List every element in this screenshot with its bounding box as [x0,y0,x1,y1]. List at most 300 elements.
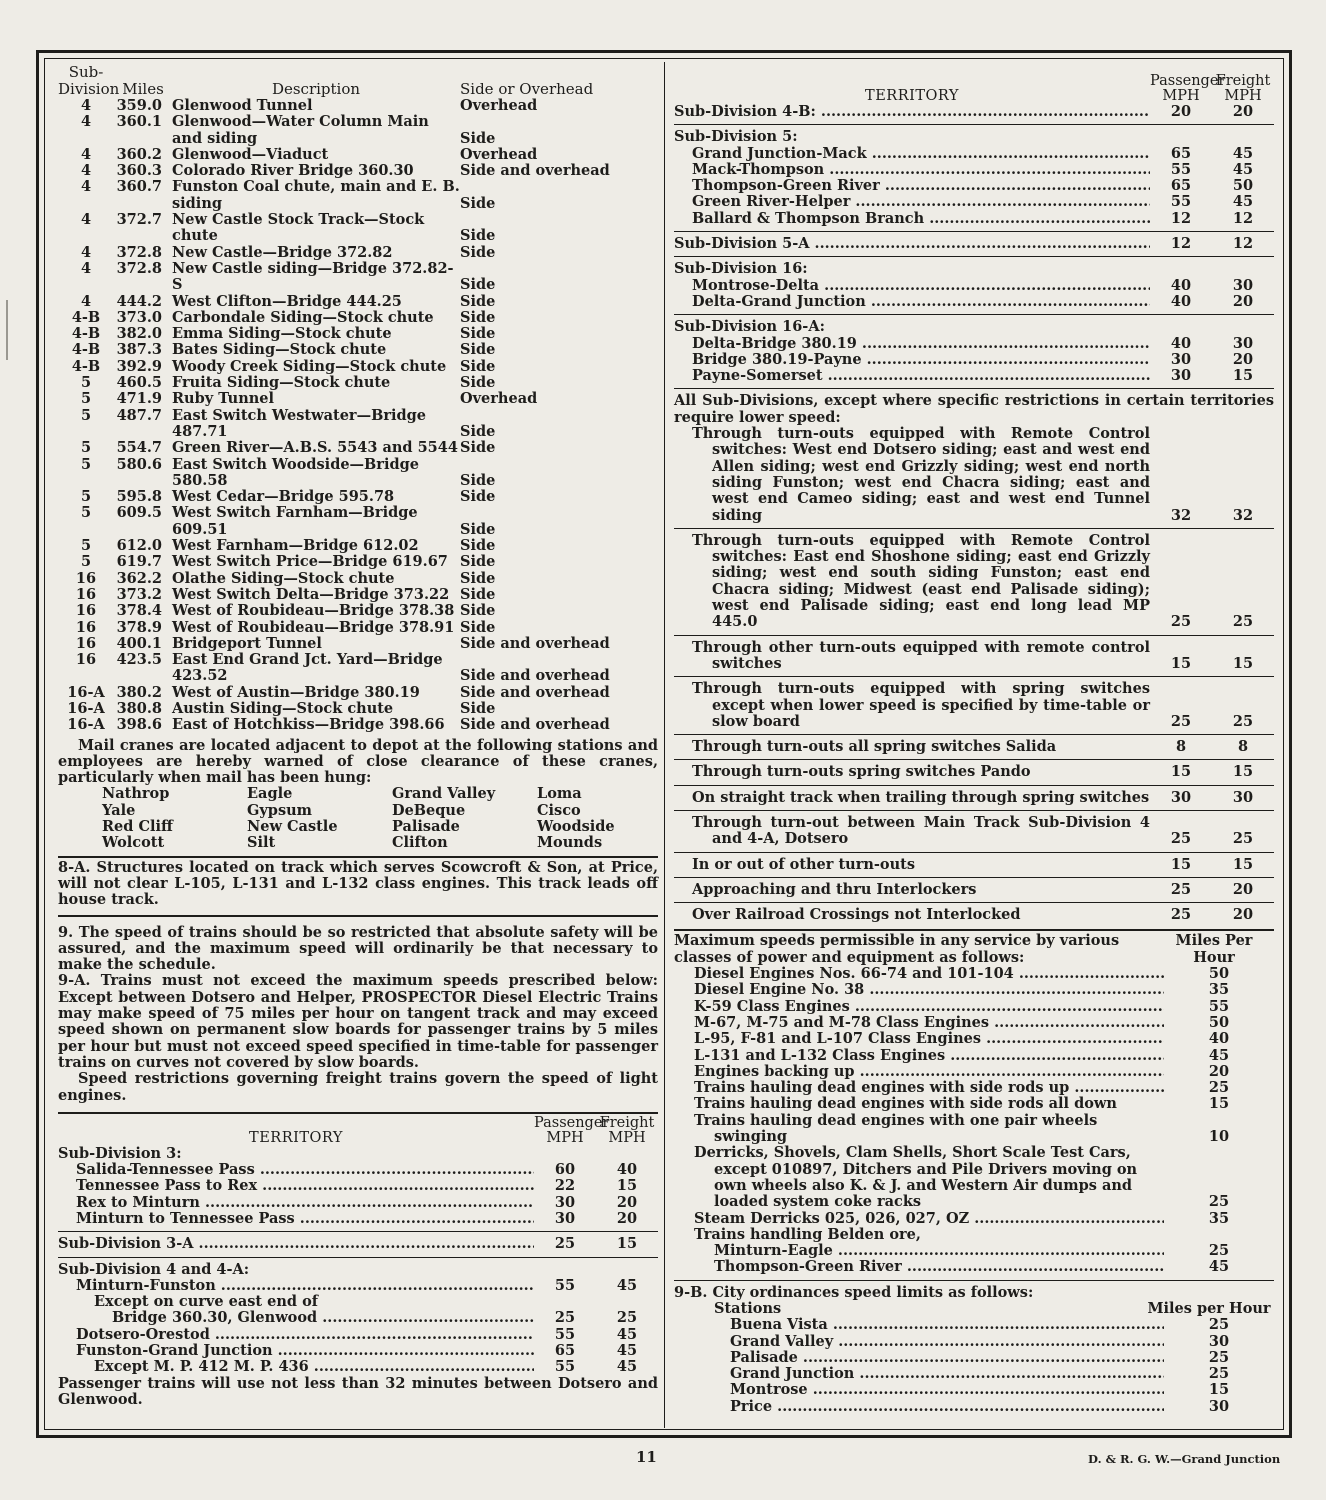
subdivision-name: Sub-Division 16-A: [674,319,825,336]
clearance-row [58,620,658,636]
description-cell: New Castle siding—Bridge 372.82-S [172,259,454,294]
miles-cell: 380.8 [116,699,162,717]
right-territory-header [674,74,1274,104]
divider [674,902,1274,903]
side-cell: Side and overhead [460,667,610,685]
turnout-row [674,640,1274,673]
miles-cell: 619.7 [116,553,162,571]
rule-9a: 9-A. Trains must not exceed the maximum speeds prescribed below: Except between Dotsero and Helper, PROSPECTOR Diesel Electric Trains may make speed of 75 miles per hour on tangent track and may exceed speed shown on permanent slow boards for passenger trains by 5 miles per hour but must not exceed speed specified in time-table for passenger trains on curves not covered by slow boards. [58,972,658,1071]
mph-value: 10 [1208,1128,1230,1146]
side-cell: Side [460,618,496,636]
subdivision-name: Sub-Division 5-A ..... [674,236,1150,252]
subdivision-name: Sub-Division 4 and 4-A: [58,1261,250,1278]
max-speed-row [674,999,1274,1015]
mph-value: 50 [1208,965,1230,983]
divider [674,810,1274,811]
clearance-row [58,179,658,212]
territory-row [58,1359,658,1375]
turnout-text: On straight track when trailing through spring switches [692,788,1150,806]
passenger-mph: 55 [554,1358,576,1376]
clearance-row [58,375,658,391]
territory-name: Dotsero-Orestod ..... [58,1327,534,1343]
miles-cell: 398.6 [116,716,162,734]
freight-mph: 25 [616,1309,638,1327]
mph-value: 30 [1208,1397,1230,1415]
freight-mph: 20 [616,1193,638,1211]
side-cell: Side and overhead [460,162,610,180]
passenger-mph: 15 [1170,855,1192,873]
mail-crane-stations [58,786,658,851]
divider [674,635,1274,636]
freight-mph: 15 [1232,654,1254,672]
mail-cranes-intro: Mail cranes are located adjacent to depot at the following stations and employees are hereby warned of close clearance of these cranes, particularly when mail has been hung: [58,736,658,787]
territory-name: Payne-Somerset ..... [674,368,1150,384]
freight-mph: 15 [1232,763,1254,781]
description-cell: Green River—A.B.S. 5543 and 5544 [172,439,458,457]
subdivision-cell: 16 [75,651,97,669]
divider [58,856,658,858]
left-column [58,64,658,1408]
max-speed-row [674,1064,1274,1080]
clearance-row [58,571,658,587]
miles-cell: 444.2 [116,292,162,310]
miles-cell: 380.2 [116,683,162,701]
passenger-mph: 20 [1170,103,1192,120]
miles-cell: 595.8 [116,488,162,506]
clearance-table-header [58,64,658,98]
mph-value: 45 [1208,1046,1230,1064]
divider [58,1231,658,1232]
description-cell: East Switch Woodside—Bridge 580.58 [172,455,419,489]
subdivision-cell: 16-A [67,683,105,701]
description-cell: Colorado River Bridge 360.30 [172,162,414,180]
territory-name: Thompson-Green River ..... [674,178,1150,194]
mph-value: 20 [1208,1062,1230,1080]
territory-name: Except M. P. 412 M. P. 436 ..... [58,1359,534,1375]
max-speed-row [674,1211,1274,1227]
side-cell: Side and overhead [460,683,610,701]
description-cell: East of Hotchkiss—Bridge 398.66 [172,716,445,734]
mail-crane-station: Grand Valley [392,785,496,803]
subdivision-title [674,129,1274,145]
freight-mph: 20 [1232,350,1254,368]
mail-crane-station: Woodside [537,818,615,836]
territory-name: Except on curve east end of [94,1294,318,1311]
description-cell: East End Grand Jct. Yard—Bridge 423.52 [172,651,443,685]
clearance-row [58,114,658,147]
passenger-mph: 30 [1170,350,1192,368]
divider [674,256,1274,257]
subdivision-name: Sub-Division 5: [674,129,798,146]
equipment-name: Steam Derricks 025, 026, 027, OZ ..... [674,1211,1164,1227]
territory-row [58,1343,658,1359]
subdivision-title [674,319,1274,335]
subdivision-cell: 4-B [71,341,101,359]
turnout-row [674,739,1274,755]
miles-cell: 378.4 [116,602,162,620]
freight-mph: 45 [1232,160,1254,178]
subdivision-cell: 16-A [67,716,105,734]
description-cell: West Switch Farnham—Bridge 609.51 [172,504,418,538]
passenger-mph: 25 [554,1309,576,1327]
equipment-name: Engines backing up ..... [674,1064,1164,1080]
miles-cell: 471.9 [116,390,162,408]
max-speeds-table [674,966,1274,1276]
passenger-mph: 32 [1170,506,1192,524]
mail-crane-station: Loma [537,785,582,803]
description-cell: New Castle—Bridge 372.82 [172,243,393,261]
side-cell: Side [460,292,496,310]
freight-mph: 45 [616,1325,638,1343]
description-cell: Bridgeport Tunnel [172,634,322,652]
mph-value: 30 [1208,1332,1230,1350]
passenger-mph: 15 [1170,654,1192,672]
passenger-mph: 55 [1170,160,1192,178]
turnout-text: Through turn-outs equipped with Remote Control switches: West end Dotsero siding; east and west end Allen siding; west end Grizzly siding; west end north siding Funston; west end Chacra siding; east and west end Cameo siding; east and west end Tunnel siding [692,425,1150,524]
max-speed-row [674,1015,1274,1031]
max-speed-row [674,1096,1274,1112]
turnout-row [674,815,1274,848]
passenger-mph [534,1294,596,1310]
territory-row [674,146,1274,162]
passenger-mph: 30 [1170,788,1192,806]
miles-cell: 372.8 [116,259,162,277]
max-speed-row [674,1227,1274,1243]
freight-mph-label: Freight MPH [1215,73,1271,104]
divider [674,785,1274,786]
equipment-name: Trains hauling dead engines with side rods up ..... [674,1080,1164,1096]
clearance-row [58,457,658,490]
rule-9a-freight: Speed restrictions governing freight trains govern the speed of light engines. [58,1070,658,1104]
territory-row [674,194,1274,210]
mph-value: 35 [1208,981,1230,999]
clearance-row [58,685,658,701]
description-cell: Olathe Siding—Stock chute [172,569,395,587]
turnout-row [674,882,1274,898]
freight-mph: 32 [1232,506,1254,524]
station-name: Price ..... [674,1399,1164,1415]
clearance-row [58,701,658,717]
miles-cell: 372.7 [116,211,162,229]
side-cell: Side [460,569,496,587]
miles-cell: 609.5 [116,504,162,522]
subdivision-cell: 4-B [71,325,101,343]
equipment-name: M-67, M-75 and M-78 Class Engines ..... [674,1015,1164,1031]
passenger-mph: 8 [1175,738,1187,756]
max-speed-row [674,966,1274,982]
turnout-row [674,907,1274,923]
description-cell: Carbondale Siding—Stock chute [172,308,434,326]
side-cell: Overhead [460,390,538,408]
passenger-mph: 30 [554,1193,576,1211]
side-cell: Side and overhead [460,634,610,652]
description-cell: New Castle Stock Track—Stock chute [172,211,425,245]
territory-row [674,278,1274,294]
passenger-mph: 65 [1170,177,1192,195]
divider [58,1112,658,1114]
passenger-mph: 55 [554,1325,576,1343]
header-description: Description [271,80,361,98]
freight-mph: 50 [1232,177,1254,195]
clearance-row [58,294,658,310]
subdivision-cell: 5 [80,374,92,392]
miles-cell: 360.3 [116,162,162,180]
side-cell: Side [460,520,496,538]
subdivision-cell: 4 [80,162,92,180]
description-cell: Glenwood Tunnel [172,97,313,114]
passenger-mph: 30 [1170,367,1192,385]
mph-value: 25 [1208,1348,1230,1366]
miles-cell: 400.1 [116,634,162,652]
passenger-mph: 25 [1170,712,1192,730]
clearance-row [58,489,658,505]
passenger-mph-label: Passenger MPH [534,1114,610,1146]
max-speed-row [674,1259,1274,1275]
divider [58,915,658,917]
territory-name: Bridge 360.30, Glenwood ..... [58,1310,534,1326]
header-miles: Miles [122,80,164,98]
mail-crane-station: Nathrop [102,785,170,803]
mph-value: 15 [1208,1381,1230,1399]
equipment-name: Derricks, Shovels, Clam Shells, Short Scale Test Cars, except 010897, Ditchers and Pile Drivers moving on own wheels also K. & J. and Western Air dumps and loaded system coke racks [694,1145,1138,1211]
miles-cell: 373.0 [116,308,162,326]
side-cell: Overhead [460,97,538,114]
description-cell: Funston Coal chute, main and E. B. siding [172,178,460,212]
miles-cell: 392.9 [116,357,162,375]
mph-value: 25 [1208,1242,1230,1260]
equipment-name: Thompson-Green River ..... [674,1259,1164,1275]
freight-mph: 15 [1232,367,1254,385]
side-cell: Side [460,276,496,294]
subdivision-cell: 16 [75,618,97,636]
city-row [674,1382,1274,1398]
freight-mph: 25 [1232,712,1254,730]
territory-name: Green River-Helper ..... [674,194,1150,210]
description-cell: West Switch Delta—Bridge 373.22 [172,585,450,603]
passenger-mph: 55 [1170,193,1192,211]
clearance-row [58,261,658,294]
clearance-row [58,603,658,619]
territory-row [674,352,1274,368]
turnout-text: Through turn-outs equipped with spring switches except when lower speed is specified by time-table or slow board [692,680,1150,730]
passenger-mph: 40 [1170,292,1192,310]
clearance-row [58,554,658,570]
territory-row [58,1178,658,1194]
passenger-mph: 12 [1170,209,1192,227]
description-cell: East Switch Westwater—Bridge 487.71 [172,406,426,440]
turnout-speed-table [674,426,1274,923]
passenger-mph: 25 [1170,613,1192,631]
turnout-row [674,764,1274,780]
max-speed-row [674,1048,1274,1064]
station-name: Grand Valley ..... [674,1334,1164,1350]
side-cell: Side [460,488,496,506]
miles-cell: 359.0 [116,97,162,114]
description-cell: Glenwood—Viaduct [172,145,329,163]
territory-row [674,211,1274,227]
city-row [674,1350,1274,1366]
side-cell: Side [460,227,496,245]
divider [674,231,1274,232]
territory-row [58,1310,658,1326]
freight-mph: 45 [616,1276,638,1294]
territory-name: Delta-Grand Junction ..... [674,294,1150,310]
subdivision-title [674,261,1274,277]
rule-8a: 8-A. Structures located on track which serves Scowcroft & Son, at Price, will not clear L-105, L-131 and L-132 class engines. This track leads off house track. [58,858,658,909]
divider [674,1280,1274,1281]
passenger-mph: 25 [1170,830,1192,848]
turnout-row [674,426,1274,524]
mph-value: 25 [1208,1316,1230,1334]
freight-mph: 30 [1232,276,1254,294]
territory-name: Minturn-Funston ..... [58,1278,534,1294]
side-cell: Side [460,439,496,457]
divider [674,388,1274,389]
freight-mph: 40 [616,1161,638,1179]
description-cell: West of Roubideau—Bridge 378.91 [172,618,455,636]
side-cell: Side [460,325,496,343]
territory-name: Delta-Bridge 380.19 ..... [674,336,1150,352]
miles-cell: 580.6 [116,455,162,473]
subdivision-title [58,1262,658,1278]
station-name: Palisade ..... [674,1350,1164,1366]
mail-crane-station: Palisade [392,818,460,836]
mail-crane-station: Cisco [537,801,581,819]
equipment-name: Trains hauling dead engines with side rods all down [694,1096,1117,1113]
territory-row [58,1294,658,1310]
equipment-name: Trains handling Belden ore, [694,1226,921,1243]
max-speed-row [674,1145,1274,1210]
divider [674,852,1274,853]
territory-row [674,336,1274,352]
side-cell: Side [460,357,496,375]
territory-row [674,294,1274,310]
freight-mph: 45 [616,1358,638,1376]
miles-cell: 487.7 [116,406,162,424]
subdivision-cell: 5 [80,504,92,522]
clearance-row [58,391,658,407]
city-row [674,1399,1274,1415]
subdivision-cell: 4 [80,259,92,277]
city-header-row [674,1301,1274,1317]
turnout-text: Through turn-outs all spring switches Salida [692,738,1057,756]
mail-crane-station: New Castle [247,818,338,836]
side-cell: Side [460,602,496,620]
freight-mph: 45 [616,1342,638,1360]
territory-label: TERRITORY [865,87,959,104]
miles-cell: 554.7 [116,439,162,457]
freight-mph: 30 [1232,788,1254,806]
clearance-row [58,98,658,114]
passenger-mph: 65 [554,1342,576,1360]
subdivision-name: Sub-Division 3: [58,1145,182,1162]
mph-value: 25 [1208,1079,1230,1097]
mail-crane-station: Red Cliff [102,818,173,836]
clearance-row [58,505,658,538]
binder-mark [6,300,18,360]
territory-row [58,1162,658,1178]
description-cell: West Farnham—Bridge 612.02 [172,537,419,555]
freight-mph: 15 [1232,855,1254,873]
subdivision-cell: 16 [75,569,97,587]
freight-mph: 20 [1232,292,1254,310]
clearance-row [58,587,658,603]
equipment-name: L-95, F-81 and L-107 Class Engines ..... [674,1031,1164,1047]
divider [674,676,1274,677]
passenger-time-note: Passenger trains will use not less than 32 minutes between Dotsero and Glenwood. [58,1374,658,1408]
side-cell: Side [460,194,496,212]
freight-mph: 20 [1232,906,1254,924]
mph-value: 35 [1208,1209,1230,1227]
subdivision-name: Sub-Division 16: [674,261,808,278]
mph-value: 45 [1208,1258,1230,1276]
passenger-mph: 25 [1170,906,1192,924]
subdivision-cell: 16 [75,602,97,620]
left-territory-table [58,1146,658,1376]
mph-value: 25 [1208,1365,1230,1383]
passenger-mph: 40 [1170,334,1192,352]
station-name: Montrose ..... [674,1382,1164,1398]
turnout-text: Through other turn-outs equipped with remote control switches [692,638,1150,672]
clearance-row [58,342,658,358]
mail-crane-station: Eagle [247,785,293,803]
miles-cell: 372.8 [116,243,162,261]
description-cell: Fruita Siding—Stock chute [172,374,391,392]
max-speed-row [674,1113,1274,1146]
side-cell: Side [460,553,496,571]
clearance-row [58,538,658,554]
territory-row [58,1327,658,1343]
mail-crane-station: Clifton [392,834,448,852]
territory-name: Salida-Tennessee Pass ..... [58,1162,534,1178]
passenger-mph: 12 [1170,235,1192,253]
passenger-mph: 15 [1170,763,1192,781]
mph-value: 50 [1208,1013,1230,1031]
turnout-row [674,533,1274,631]
passenger-mph: 40 [1170,276,1192,294]
clearance-row [58,359,658,375]
column-divider [664,62,665,1428]
description-cell: West Clifton—Bridge 444.25 [172,292,402,310]
turnout-row [674,790,1274,806]
divider [674,759,1274,760]
clearance-row [58,440,658,456]
subdivision-cell: 5 [80,553,92,571]
station-name: Buena Vista ..... [674,1317,1164,1333]
passenger-mph: 55 [554,1276,576,1294]
turnout-row [674,857,1274,873]
freight-mph-label: Freight MPH [599,1114,655,1146]
city-row [674,1366,1274,1382]
freight-mph: 8 [1237,738,1249,756]
header-subdivision: Sub- Division [58,63,120,98]
right-column [674,64,1274,1415]
equipment-name: Diesel Engine No. 38 ..... [674,982,1164,998]
territory-name: Bridge 380.19-Payne ..... [674,352,1150,368]
territory-name: Rex to Minturn ..... [58,1195,534,1211]
turnout-text: Through turn-out between Main Track Sub-Division 4 and 4-A, Dotsero [692,813,1150,848]
mph-value: 40 [1208,1030,1230,1048]
subdivision-cell: 16-A [67,699,105,717]
subdivision-cell: 16 [75,634,97,652]
subdivision-title [674,104,1274,120]
clearance-row [58,652,658,685]
subdivision-cell: 4-B [71,357,101,375]
miles-cell: 360.7 [116,178,162,196]
mph-value: 55 [1208,997,1230,1015]
subdivision-cell: 5 [80,406,92,424]
page-number: 11 [636,1448,657,1466]
